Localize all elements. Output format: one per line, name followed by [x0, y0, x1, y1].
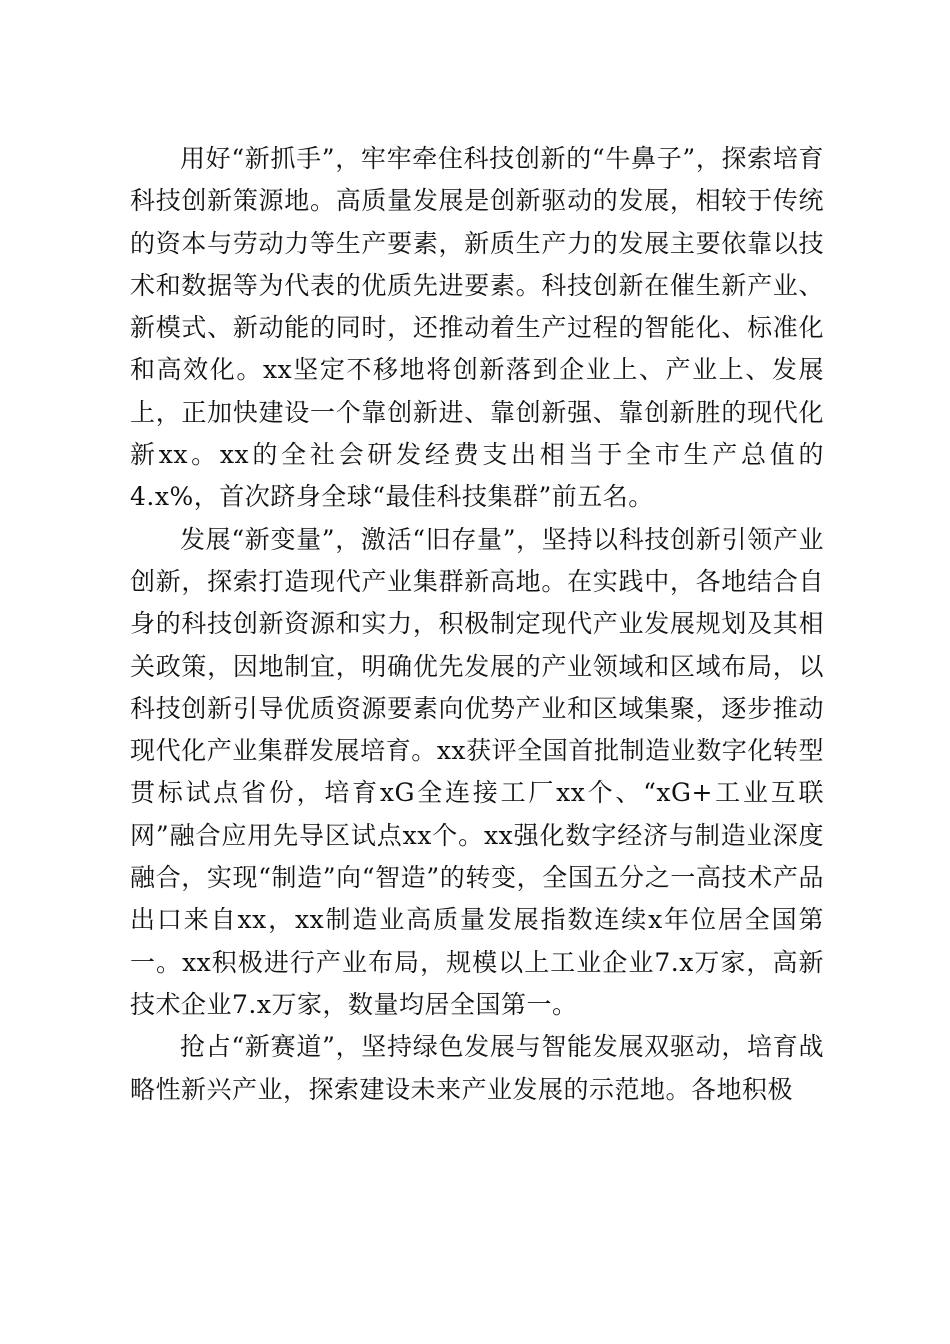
- paragraph-innovation-source: 用好“新抓手”，牢牢牵住科技创新的“牛鼻子”，探索培育科技创新策源地。高质量发展是创新驱动的发展，相较于传统的资本与劳动力等生产要素，新质生产力的发展主要依靠以技术和数据等为代表的优质先进要素。科技创新在催生新产业、新模式、新动能的同时，还推动着生产过程的智能化、标准化和高效化。xx坚定不移地将创新落到企业上、产业上、发展上，正加快建设一个靠创新进、靠创新强、靠创新胜的现代化新xx。xx的全社会研发经费支出相当于全市生产总值的4.x%，首次跻身全球“最佳科技集群”前五名。: [130, 144, 824, 512]
- document-body: [130, 138, 824, 1111]
- paragraph-new-track: 抢占“新赛道”，坚持绿色发展与智能发展双驱动，培育战略性新兴产业，探索建设未来产业发展的示范地。各地积极: [130, 1032, 824, 1104]
- paragraph-industry-cluster: 发展“新变量”，激活“旧存量”，坚持以科技创新引领产业创新，探索打造现代产业集群新高地。在实践中，各地结合自身的科技创新资源和实力，积极制定现代产业发展规划及其相关政策，因地制宜，明确优先发展的产业领域和区域布局，以科技创新引导优质资源要素向优势产业和区域集聚，逐步推动现代化产业集群发展培育。xx获评全国首批制造业数字化转型贯标试点省份，培育xG全连接工厂xx个、“xG+工业互联网”融合应用先导区试点xx个。xx强化数字经济与制造业深度融合，实现“制造”向“智造”的转变，全国五分之一高技术产品出口来自xx，xx制造业高质量发展指数连续x年位居全国第一。xx积极进行产业布局，规模以上工业企业7.x万家，高新技术企业7.x万家，数量均居全国第一。: [130, 524, 824, 1019]
